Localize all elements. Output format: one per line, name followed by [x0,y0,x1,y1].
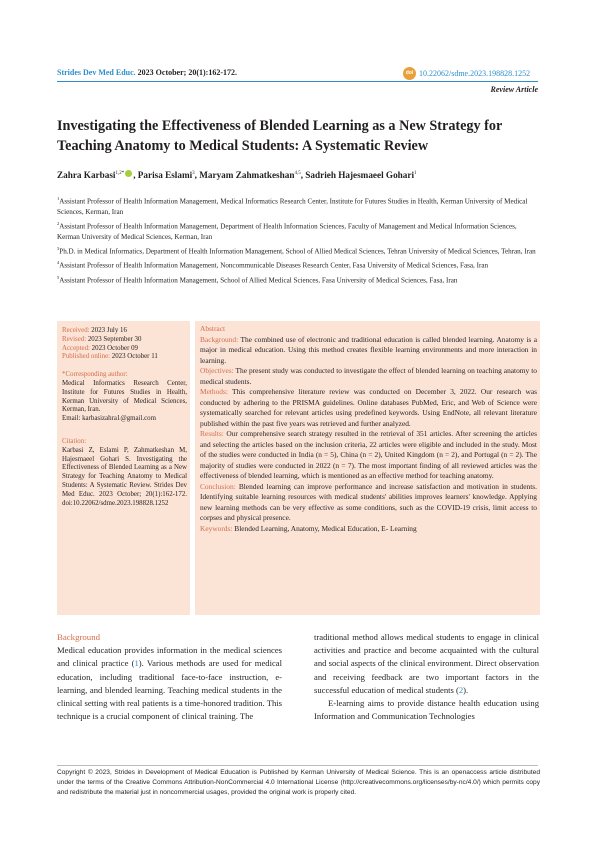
author-name[interactable]: Parisa Eslami [137,170,193,181]
abstract-methods-label: Methods: [200,387,228,396]
author-name[interactable]: Maryam Zahmatkeshan [199,170,295,181]
abstract-objectives-label: Objectives: [200,366,234,375]
reference-link[interactable]: 1 [134,658,139,669]
revised-date [62,336,187,345]
article-info-panel [57,321,540,615]
body-text: traditional method allows medical students to engage in clinical activities and practice and become acquainted with the cultural and social aspects of the clinical environment. Direct observation and receiving feedback are two important factors in the successful education of medical students ( [314,632,539,695]
body-column-right [314,631,539,723]
body-paragraph [57,644,282,723]
affiliation-text: Assistant Professor of Health Information Management, Noncommunicable Diseases Research Center, Fasa University of Medical Sciences, Fasa, Iran [59,261,489,270]
author-list: Zahra Karbasi$^{1,2*}$ , Parisa Eslami$^3$, Maryam Zahmatkeshan$^{4,5}$, Sadrieh Hajesmaeel Gohari$^1$ [57,170,417,181]
orcid-icon[interactable] [125,170,132,177]
received-date [62,327,187,336]
accepted-date [62,345,187,354]
revised-value: 2023 September 30 [87,335,142,343]
abstract-results [200,429,537,482]
affiliation-marker: 5 [57,274,60,280]
abstract-background-text: The combined use of electronic and traditional education is called blended learning. Anatomy is a major in medical education. Using this method creates flexible learning environments and more interaction in learning. [200,334,537,365]
paper-title: Investigating the Effectiveness of Blended Learning as a New Strategy for Teaching Anatomy to Medical Students: A Systematic Review [57,118,503,154]
author-name[interactable]: Sadrieh Hajesmaeel Gohari [305,170,415,181]
body-text: ). Various methods are used for medical education, including traditional face-to-face instruction, e-learning, and blended learning. Teaching medical students in the clinical setting with real patients is a time-honored tradition. This technique is a crucial component of clinical training. The [57,658,282,722]
citation-text: Karbasi Z, Eslami P, Zahmatkeshan M, Hajesmaeel Gohari S. Investigating the Effectiveness of Blended Learning as a New Strategy for Teaching Anatomy to Medical Students: A Systematic Review. Strides Dev Med Educ. 2023 October; 20(1):162-172. doi:10.22062/sdme.2023.198828.1252 [62,446,187,507]
body-text: ). [463,684,469,695]
abstract-results-label: Results: [200,429,224,438]
accepted-label: Accepted: [62,344,90,352]
author-affil-marker: 1 [414,171,417,176]
journal-citation [57,68,237,77]
affiliation-item [57,194,540,218]
affiliation-text: Assistant Professor of Health Information Management, Department of Health Information Sciences, Faculty of Management and Medical Information Sciences, Kerman University of Medical Sciences, Kerman, Iran [57,222,517,241]
abstract-keywords-label: Keywords: [200,523,233,533]
author-affil-marker: 1,2* [115,171,125,176]
affiliation-text: Assistant Professor of Health Information Management, School of Allied Medical Sciences, Fasa University of Medical Sciences, Fasa, Iran [59,275,458,284]
article-type: Review Article [490,85,538,94]
affiliation-item [57,273,540,286]
body-text: Medical education provides information in the medical sciences and clinical practice ( [57,645,282,669]
running-header [57,67,538,80]
affiliation-marker: 1 [57,196,60,201]
author-affil-marker: 4,5 [294,171,301,176]
affiliation-marker: 4 [57,260,60,266]
accepted-value: 2023 October 09 [91,344,138,352]
author-affil-marker: 3 [192,171,195,176]
body-paragraph [314,631,539,697]
affiliation-item [57,219,540,243]
affiliation-item [57,258,540,271]
received-value: 2023 July 16 [91,327,127,334]
abstract-background-label: Background: [200,334,239,344]
article-dates [62,327,187,362]
header-divider [57,81,538,82]
citation-heading: Citation: [62,437,87,445]
received-label: Received: [62,327,90,334]
affiliation-text: Assistant Professor of Health Information Management, Medical Informatics Research Center, Institute for Futures Studies in Health, Kerman University of Medical Sciences, Kerman, Iran [57,197,528,216]
abstract-keywords-text: Blended Learning, Anatomy, Medical Education, E- Learning [234,523,417,533]
section-heading-background: Background [57,632,100,642]
body-column-left [57,631,282,723]
corresponding-author-heading: *Corresponding author: [62,371,128,379]
affiliations [57,194,540,287]
abstract-background [200,335,537,367]
abstract-keywords [200,524,537,535]
abstract-box [195,321,540,615]
affiliation-marker: 3 [57,245,60,251]
corresponding-email[interactable]: Email: karbasizahra1@gmail.com [62,415,156,423]
doi-icon: doi [403,67,416,80]
abstract-conclusion-text: Blended learning can improve performance and increase satisfaction and motivation in students. Identifying suitable learning resources with medical students' abilities improves learners' knowledge. Applying new learning methods can be very effective as some conditions, such as the COVID-19 crisis, limit access to corpses and physical presence. [200,481,537,522]
copyright-notice: Copyright © 2023, Strides in Development of Medical Education is Published by Kerman University of Medical Science. This is an openaccess article distributed under the terms of the Creative Commons Attribution-NonCommercial 4.0 International License (http://creativecommons.org/licenses/by-nc/4.0/) which permits copy and redistribute the material just in noncommercial usages, provided the original work is properly cited. [57,769,540,796]
abstract-objectives-text: The present study was conducted to investigate the effect of blended learning on teaching anatomy to medical students. [200,366,537,386]
abstract-results-text: Our comprehensive search strategy resulted in the retrieval of 351 articles. After screening the articles and selecting the articles based on the inclusion criteria, 22 articles were eligible and included in the study. Most of the studies were conducted in India (n = 5), China (n = 2), United Kingdom (n = 2), and Portugal (n = 2). The majority of studies were conducted in 2022 (n = 7). The most important finding of all reviewed articles was the effectiveness of blended learning, which is mentioned as an effective method for teaching anatomy. [200,429,537,480]
published-date [62,353,187,362]
affiliation-item [57,244,540,257]
abstract-conclusion [200,482,537,524]
doi-link[interactable]: 10.22062/sdme.2023.198828.1252 [419,69,531,78]
corresponding-author-address: Medical Informatics Research Center, Institute for Futures Studies in Health, Kerman University of Medical Sciences, Kerman, Iran. [62,379,187,414]
published-value: 2023 October 11 [111,353,158,361]
abstract-methods [200,387,537,429]
affiliation-text: Ph.D. in Medical Informatics, Department of Health Information Management, School of Allied Medical Sciences, Tehran University of Medical Sciences, Tehran, Iran [59,247,536,256]
abstract-heading: Abstract [200,324,226,333]
article-info-box [57,321,190,615]
published-label: Published online: [62,353,111,361]
affiliation-marker: 2 [57,220,60,226]
footer-divider [57,765,538,766]
abstract-methods-text: This comprehensive literature review was conducted on December 3, 2022. Our research was conducted by adhering to the PRISMA guidelines. Online databases PubMed, Eric, and Web of Science were systematically searched for relevant articles using predefined keywords. Using EndNote, all relevant literature published within the past five years was retrieved and further analyzed. [200,387,537,428]
reference-link[interactable]: 2 [458,684,464,695]
revised-label: Revised: [62,335,87,343]
body-paragraph: E-learning aims to provide distance health education using Information and Communication Technologies [314,698,539,722]
abstract-objectives [200,366,537,387]
abstract-conclusion-label: Conclusion: [200,481,236,491]
journal-name[interactable]: Strides Dev Med Educ. [57,68,136,77]
journal-issue: 2023 October; 20(1):162-172. [137,68,237,77]
author-name[interactable]: Zahra Karbasi [57,170,116,181]
